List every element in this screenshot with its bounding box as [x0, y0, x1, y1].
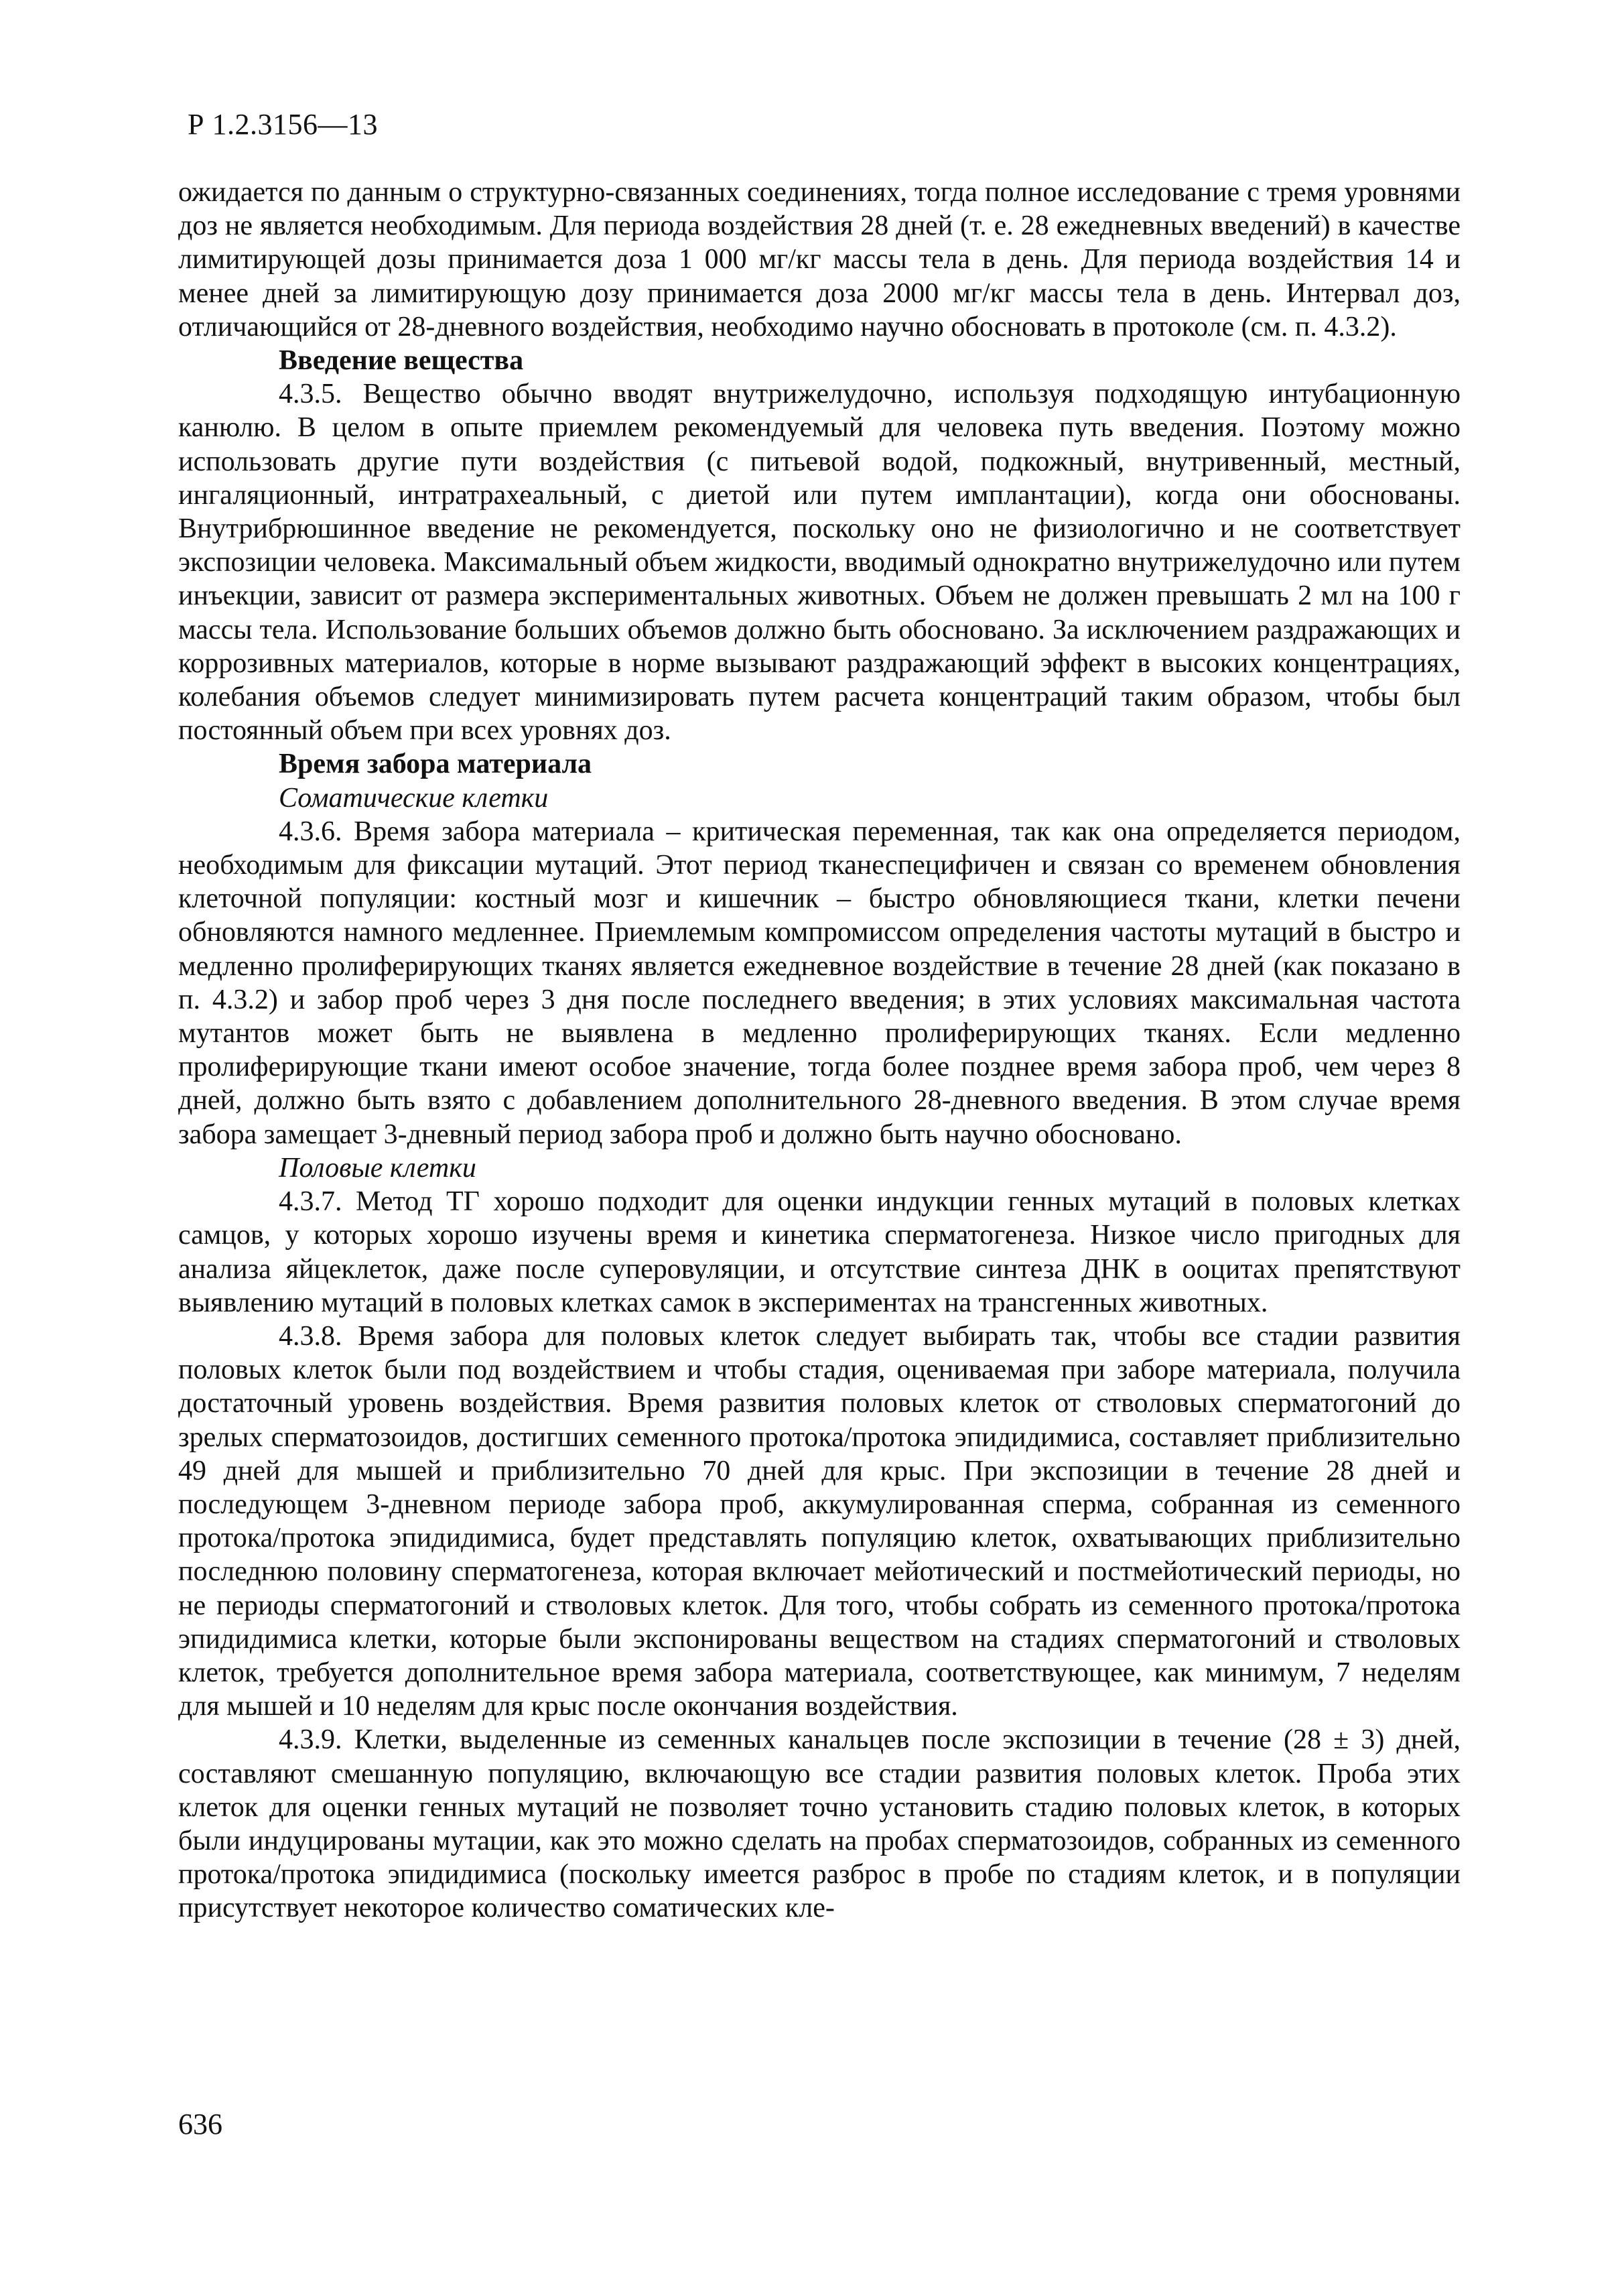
subsection-heading: Соматические клетки	[279, 782, 549, 814]
document-body	[178, 176, 1461, 1925]
paragraph: 4.3.5. Вещество обычно вводят внутрижелудочно, используя подходящую интубационную канюлю. В целом в опыте приемлем рекомендуемый для человека путь введения. Поэтому можно использовать другие пути воздействия (с питьевой водой, подкожный, внутривенный, местный, ингаляционный, интратрахеальный, с диетой или путем имплантации), когда они обоснованы. Внутрибрюшинное введение не рекомендуется, поскольку оно не физиологично и не соответствует экспозиции человека. Максимальный объем жидкости, вводимый однократно внутрижелудочно или путем инъекции, зависит от размера экспериментальных животных. Объем не должен превышать 2 мл на 100 г массы тела. Использование больших объемов должно быть обосновано. За исключением раздражающих и коррозивных материалов, которые в норме вызывают раздражающий эффект в высоких концентрациях, колебания объемов следует минимизировать путем расчета концентраций таким образом, чтобы был постоянный объем при всех уровнях доз.	[178, 379, 1461, 747]
paragraph: 4.3.8. Время забора для половых клеток следует выбирать так, чтобы все стадии развития половых клеток были под воздействием и чтобы стадия, оцениваемая при заборе материала, получила достаточный уровень воздействия. Время развития половых клеток от стволовых сперматогоний до зрелых сперматозоидов, достигших семенного протока/протока эпидидимиса, составляет приблизительно 49 дней для мышей и приблизительно 70 дней для крыс. При экспозиции в течение 28 дней и последующем 3-дневном периоде забора проб, аккумулированная сперма, собранная из семенного протока/протока эпидидимиса, будет представлять популяцию клеток, охватывающих приблизительно последнюю половину сперматогенеза, которая включает мейотический и постмейотический периоды, но не периоды сперматогоний и стволовых клеток. Для того, чтобы собрать из семенного протока/протока эпидидимиса клетки, которые были экспонированы веществом на стадиях сперматогоний и стволовых клеток, требуется дополнительное время забора материала, соответствующее, как минимум, 7 неделям для мышей и 10 неделям для крыс после окончания воздействия.	[178, 1320, 1461, 1722]
section-heading: Время забора материала	[279, 749, 592, 780]
paragraph: 4.3.9. Клетки, выделенные из семенных канальцев после экспозиции в течение (28 ± 3) дней, составляют смешанную популяцию, включающую все стадии развития половых клеток. Проба этих клеток для оценки генных мутаций не позволяет точно установить стадию половых клеток, в которых были индуцированы мутации, как это можно сделать на пробах сперматозоидов, собранных из семенного протока/протока эпидидимиса (поскольку имеется разброс в пробе по стадиям клеток, и в популяции присутствует некоторое количество соматических кле-	[178, 1724, 1461, 1924]
section-heading: Введение вещества	[279, 345, 524, 377]
paragraph: 4.3.7. Метод ТГ хорошо подходит для оценки индукции генных мутаций в половых клетках самцов, у которых хорошо изучены время и кинетика сперматогенеза. Низкое число пригодных для анализа яйцеклеток, даже после суперовуляции, и отсутствие синтеза ДНК в ооцитах препятствуют выявлению мутаций в половых клетках самок в экспериментах на трансгенных животных.	[178, 1186, 1461, 1318]
document-header: Р 1.2.3156—13	[188, 108, 378, 141]
paragraph: 4.3.6. Время забора материала – критическая переменная, так как она определяется периодом, необходимым для фиксации мутаций. Этот период тканеспецифичен и связан со временем обновления клеточной популяции: костный мозг и кишечник – быстро обновляющиеся ткани, клетки печени обновляются намного медленнее. Приемлемым компромиссом определения частоты мутаций в быстро и медленно пролиферирующих тканях является ежедневное воздействие в течение 28 дней (как показано в п. 4.3.2) и забор проб через 3 дня после последнего введения; в этих условиях максимальная частота мутантов может быть не выявлена в медленно пролиферирующих тканях. Если медленно пролиферирующие ткани имеют особое значение, тогда более позднее время забора проб, чем через 8 дней, должно быть взято с добавлением дополнительного 28-дневного введения. В этом случае время забора замещает 3-дневный период забора проб и должно быть научно обосновано.	[178, 816, 1461, 1150]
page-number: 636	[178, 2108, 222, 2141]
paragraph: ожидается по данным о структурно-связанных соединениях, тогда полное исследование с тремя уровнями доз не является необходимым. Для периода воздействия 28 дней (т. е. 28 ежедневных введений) в качестве лимитирующей дозы принимается доза 1 000 мг/кг массы тела в день. Для периода воздействия 14 и менее дней за лимитирующую дозу принимается доза 2000 мг/кг массы тела в день. Интервал доз, отличающийся от 28-дневного воздействия, необходимо научно обосновать в протоколе (см. п. 4.3.2).	[178, 177, 1461, 342]
subsection-heading: Половые клетки	[279, 1152, 476, 1184]
